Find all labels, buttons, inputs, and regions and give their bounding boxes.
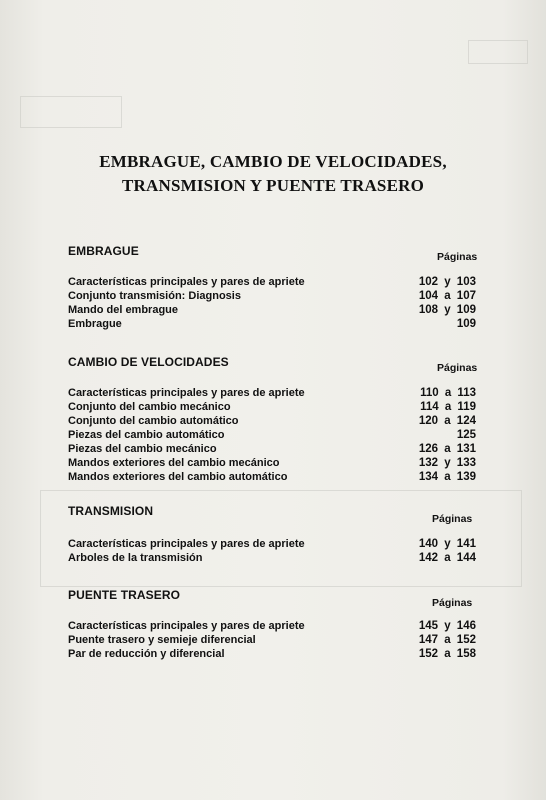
toc-entry-label: Características principales y pares de apriete [68,620,305,632]
document-title-line-1: EMBRAGUE, CAMBIO DE VELOCIDADES, [99,152,447,171]
toc-entry-pages: 126 a 131 [418,443,476,455]
toc-entry-pages: 145 y 146 [418,620,476,632]
toc-entry-label: Par de reducción y diferencial [68,648,225,660]
toc-entry [0,634,546,647]
toc-entry-label: Piezas del cambio mecánico [68,443,217,455]
bleed-through-logo [468,40,528,64]
toc-entry [0,443,546,456]
toc-entry [0,457,546,470]
toc-entry [0,276,546,289]
section-heading-transmision: TRANSMISION [68,504,154,518]
toc-entry-pages: 140 y 141 [418,538,476,550]
toc-entry-label: Embrague [68,318,122,330]
toc-entry [0,304,546,317]
pages-column-header: Páginas [432,597,473,609]
toc-entry-pages: 114 a 119 [420,401,476,413]
section-heading-cambio-de-velocidades: CAMBIO DE VELOCIDADES [68,355,229,369]
toc-entry-pages: 120 a 124 [418,415,476,427]
toc-entry-pages: 102 y 103 [418,276,476,288]
toc-entry-label: Arboles de la transmisión [68,552,203,564]
toc-entry-pages: 109 [456,318,476,330]
bleed-through-box [20,96,122,128]
pages-column-header: Páginas [432,513,473,525]
toc-entry-label: Mando del embrague [68,304,179,316]
toc-entry [0,648,546,661]
toc-entry-pages: 132 y 133 [418,457,476,469]
toc-entry [0,552,546,565]
toc-entry-label: Mandos exteriores del cambio automático [68,471,288,483]
toc-entry-label: Conjunto del cambio mecánico [68,401,231,413]
toc-entry [0,318,546,331]
toc-entry-label: Mandos exteriores del cambio mecánico [68,457,280,469]
toc-entry-pages: 125 [456,429,476,441]
section-heading-embrague: EMBRAGUE [68,244,139,258]
toc-entry [0,471,546,484]
toc-entry-pages: 104 a 107 [418,290,476,302]
toc-entry [0,387,546,400]
toc-entry-label: Características principales y pares de apriete [68,538,305,550]
toc-entry-pages: 142 a 144 [418,552,476,564]
toc-entry [0,429,546,442]
toc-entry-pages: 152 a 158 [418,648,476,660]
toc-entry-pages: 134 a 139 [418,471,476,483]
toc-entry-label: Conjunto del cambio automático [68,415,239,427]
toc-entry-label: Puente trasero y semieje diferencial [68,634,256,646]
section-heading-puente-trasero: PUENTE TRASERO [68,588,181,602]
toc-entry-label: Características principales y pares de apriete [68,276,305,288]
toc-entry-label: Características principales y pares de apriete [68,387,305,399]
toc-entry [0,620,546,633]
toc-entry-pages: 110 a 113 [420,387,476,399]
pages-column-header: Páginas [437,362,478,374]
toc-entry [0,401,546,414]
toc-entry [0,415,546,428]
document-title-line-2: TRANSMISION Y PUENTE TRASERO [121,176,425,195]
toc-entry-label: Conjunto transmisión: Diagnosis [68,290,241,302]
toc-entry-label: Piezas del cambio automático [68,429,225,441]
pages-column-header: Páginas [437,251,478,263]
toc-entry-pages: 147 a 152 [418,634,476,646]
toc-entry [0,290,546,303]
toc-entry-pages: 108 y 109 [418,304,476,316]
toc-entry [0,538,546,551]
